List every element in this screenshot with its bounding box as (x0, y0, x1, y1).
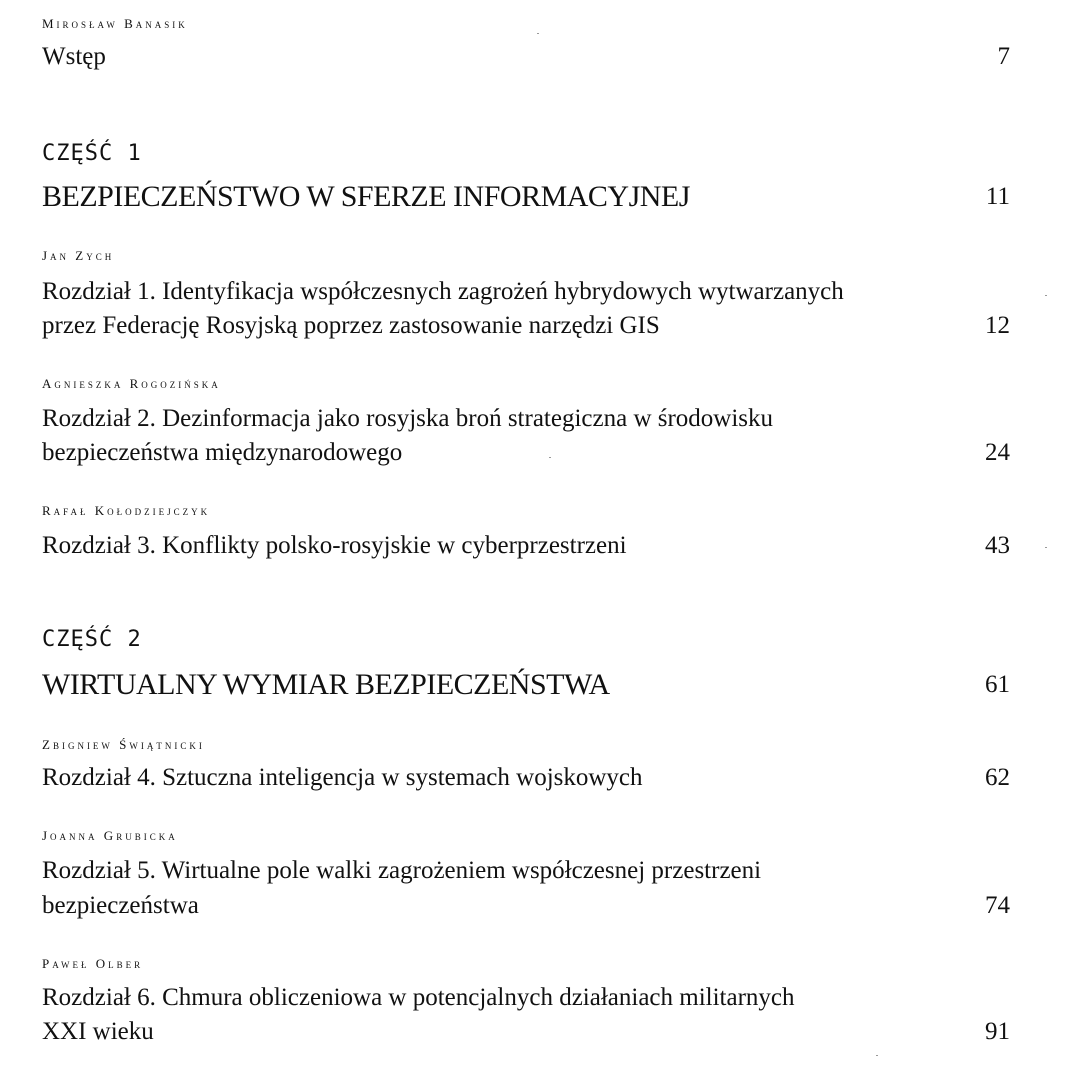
chapter-3-page-number: 43 (985, 532, 1010, 559)
chapter-2-title-line-2: bezpieczeństwa międzynarodowego (42, 439, 403, 466)
chapter-1-author: Jan Zych (42, 248, 115, 263)
scan-speck (1045, 547, 1047, 548)
chapter-5-title-line-1: Rozdział 5. Wirtualne pole walki zagrożeniem współczesnej przestrzeni (42, 857, 762, 884)
chapter-1-title-line-1: Rozdział 1. Identyfikacja współczesnych zagrożeń hybrydowych wytwarzanych (42, 278, 844, 305)
part-2-page-number: 61 (985, 671, 1010, 698)
chapter-2-title-line-1: Rozdział 2. Dezinformacja jako rosyjska broń strategiczna w środowisku (42, 405, 774, 432)
part-2-label: CZĘŚĆ 2 (42, 627, 142, 652)
part-2-title: WIRTUALNY WYMIAR BEZPIECZEŃSTWA (42, 668, 610, 701)
scan-speck (876, 1055, 878, 1056)
chapter-6-title-line-2: XXI wieku (42, 1018, 154, 1045)
part-1-page-number: 11 (985, 183, 1010, 210)
chapter-2-author: Agnieszka Rogozińska (42, 376, 221, 391)
chapter-2-page-number: 24 (985, 439, 1010, 466)
intro-author: Mirosław Banasik (42, 16, 188, 31)
scan-speck (1045, 295, 1047, 296)
chapter-5-author: Joanna Grubicka (42, 828, 178, 843)
chapter-4-page-number: 62 (985, 764, 1010, 791)
chapter-5-page-number: 74 (985, 892, 1010, 919)
scan-speck (549, 457, 551, 458)
chapter-5-title-line-2: bezpieczeństwa (42, 892, 199, 919)
chapter-6-title-line-1: Rozdział 6. Chmura obliczeniowa w potencjalnych działaniach militarnych (42, 984, 795, 1011)
chapter-6-author: Paweł Olber (42, 956, 144, 971)
chapter-3-title-line-1: Rozdział 3. Konflikty polsko-rosyjskie w cyberprzestrzeni (42, 532, 627, 559)
chapter-4-author: Zbigniew Świątnicki (42, 737, 205, 752)
part-1-label: CZĘŚĆ 1 (42, 141, 142, 166)
chapter-3-author: Rafał Kołodziejczyk (42, 503, 211, 518)
intro-title: Wstęp (42, 43, 106, 70)
scan-speck (537, 33, 539, 34)
chapter-6-page-number: 91 (985, 1018, 1010, 1045)
chapter-1-title-line-2: przez Federację Rosyjską poprzez zastosowanie narzędzi GIS (42, 312, 660, 339)
part-1-title: BEZPIECZEŃSTWO W SFERZE INFORMACYJNEJ (42, 180, 690, 213)
intro-page-number: 7 (997, 43, 1010, 70)
chapter-1-page-number: 12 (985, 312, 1010, 339)
chapter-4-title-line-1: Rozdział 4. Sztuczna inteligencja w systemach wojskowych (42, 764, 643, 791)
